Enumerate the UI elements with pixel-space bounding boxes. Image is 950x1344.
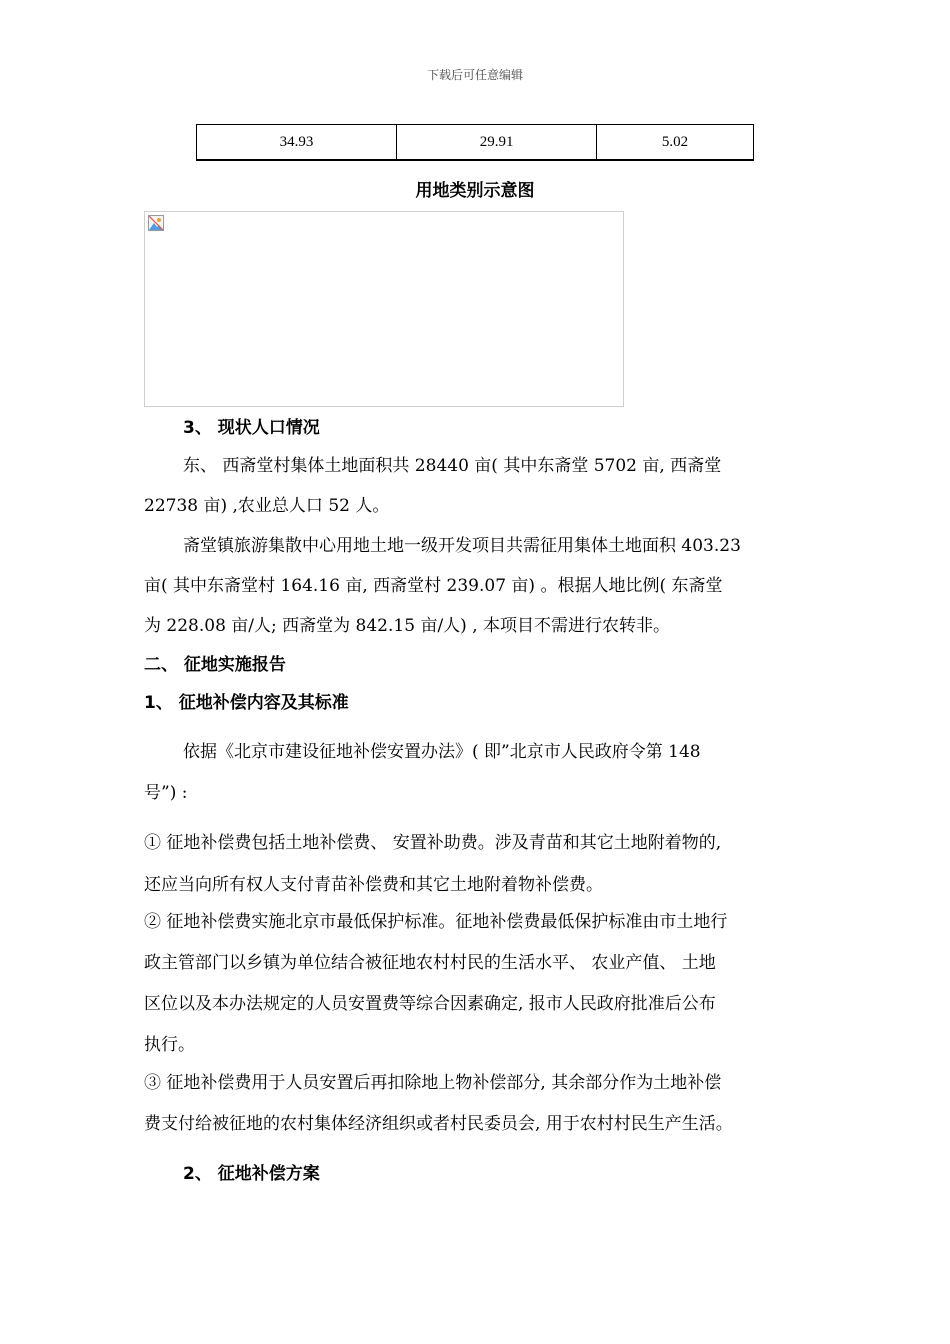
list-item-line: 区位以及本办法规定的人员安置费等综合因素确定, 报市人民政府批准后公布: [144, 994, 716, 1014]
page-header: 下载后可任意编辑: [426, 68, 523, 82]
table-cell: 29.91: [397, 125, 597, 161]
table-row: [197, 125, 754, 161]
list-item-line: 执行。: [144, 1035, 195, 1055]
table-cell: 5.02: [597, 125, 754, 161]
paragraph-line: 为 228.08 亩/人; 西斋堂为 842.15 亩/人) , 本项目不需进行农转非。: [144, 616, 671, 636]
paragraph-line: 亩( 其中东斋堂村 164.16 亩, 西斋堂村 239.07 亩) 。根据人地比例( 东斋堂: [144, 576, 723, 596]
part-heading-implementation: 二、 征地实施报告: [144, 655, 286, 675]
figure-image-placeholder: [144, 211, 624, 407]
list-item-line: ③ 征地补偿费用于人员安置后再扣除地上物补偿部分, 其余部分作为土地补偿: [144, 1073, 722, 1093]
paragraph-line: 号”) :: [144, 783, 188, 803]
broken-image-icon: [148, 215, 164, 231]
paragraph-line: 依据《北京市建设征地补偿安置办法》( 即”北京市人民政府令第 148: [183, 742, 701, 762]
paragraph-line: 22738 亩) ,农业总人口 52 人。: [144, 496, 390, 516]
list-item-line: ① 征地补偿费包括土地补偿费、 安置补助费。涉及青苗和其它土地附着物的,: [144, 833, 722, 853]
paragraph-line: 东、 西斋堂村集体土地面积共 28440 亩( 其中东斋堂 5702 亩, 西斋堂: [183, 456, 722, 476]
list-item-line: 费支付给被征地的农村集体经济组织或者村民委员会, 用于农村村民生产生活。: [144, 1114, 733, 1134]
list-item-line: ② 征地补偿费实施北京市最低保护标准。征地补偿费最低保护标准由市土地行: [144, 912, 728, 932]
data-table: [196, 124, 754, 161]
table-cell: 34.93: [197, 125, 397, 161]
figure-caption: 用地类别示意图: [415, 181, 535, 201]
list-item-line: 还应当向所有权人支付青苗补偿费和其它土地附着物补偿费。: [144, 875, 603, 895]
subsection-heading-compensation-plan: 2、 征地补偿方案: [183, 1164, 320, 1184]
paragraph-line: 斋堂镇旅游集散中心用地土地一级开发项目共需征用集体土地面积 403.23: [183, 536, 741, 556]
section-heading-population: 3、 现状人口情况: [183, 418, 320, 438]
list-item-line: 政主管部门以乡镇为单位结合被征地农村村民的生活水平、 农业产值、 土地: [144, 953, 716, 973]
subsection-heading-compensation-standard: 1、 征地补偿内容及其标准: [144, 693, 349, 713]
